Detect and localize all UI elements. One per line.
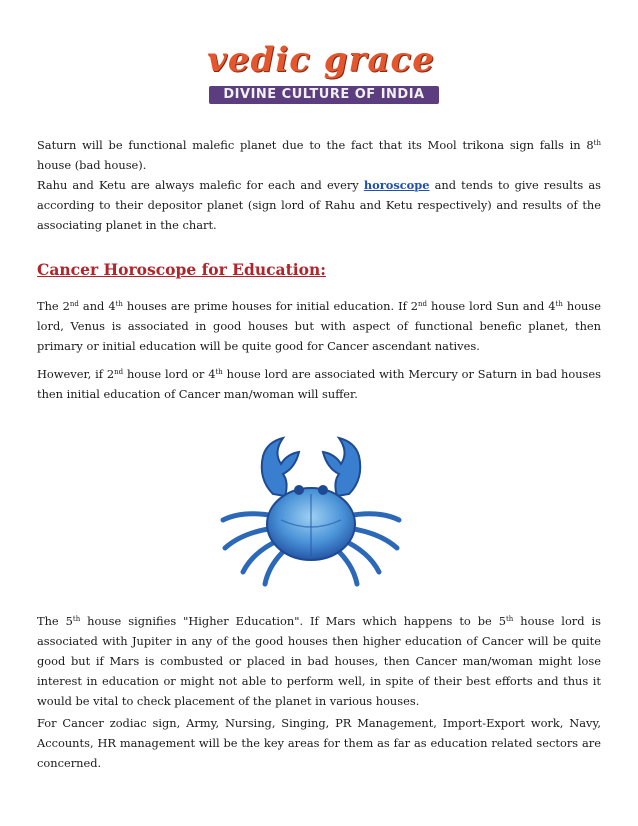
logo-subtitle: DIVINE CULTURE OF INDIA [209,86,439,104]
paragraph-rahu-ketu: Rahu and Ketu are always malefic for each and every horoscope and tends to give results as according to their depositor planet (sign lord of Rahu and Ketu respectively) and results of the associating planet in the chart. [37,178,601,232]
cancer-crab-image [203,424,419,592]
cancer-crab-icon [203,424,419,592]
paragraph-saturn: Saturn will be functional malefic planet due to the fact that its Mool trikona sign falls in 8th house (bad house). [37,138,601,172]
section-heading: Cancer Horoscope for Education: [37,260,326,279]
logo-title: vedic grace [207,40,435,80]
paragraph-key-areas: For Cancer zodiac sign, Army, Nursing, Singing, PR Management, Import-Export work, Navy, Accounts, HR management will be the key areas for them as far as education related sectors are concerned. [37,716,601,770]
vedic-grace-logo [203,40,439,110]
paragraph-higher-education: The 5th house signifies "Higher Education". If Mars which happens to be 5th house lord is associated with Jupiter in any of the good houses then higher education of Cancer will be quite good but if Mars is combusted or placed in bad houses, then Cancer man/woman might lose interest in education or might not able to perform well, in spite of their best efforts and thus it would be vital to check placement of the planet in various houses. [37,614,601,708]
horoscope-link[interactable]: horoscope [363,178,430,192]
paragraph-initial-education: The 2nd and 4th houses are prime houses for initial education. If 2nd house lord Sun and 4th house lord, Venus is associated in good houses but with aspect of functional benefic planet, then primary or initial education will be quite good for Cancer ascendant natives. [37,299,601,353]
paragraph-mercury-saturn: However, if 2nd house lord or 4th house lord are associated with Mercury or Saturn in bad houses then initial education of Cancer man/woman will suffer. [37,367,601,401]
